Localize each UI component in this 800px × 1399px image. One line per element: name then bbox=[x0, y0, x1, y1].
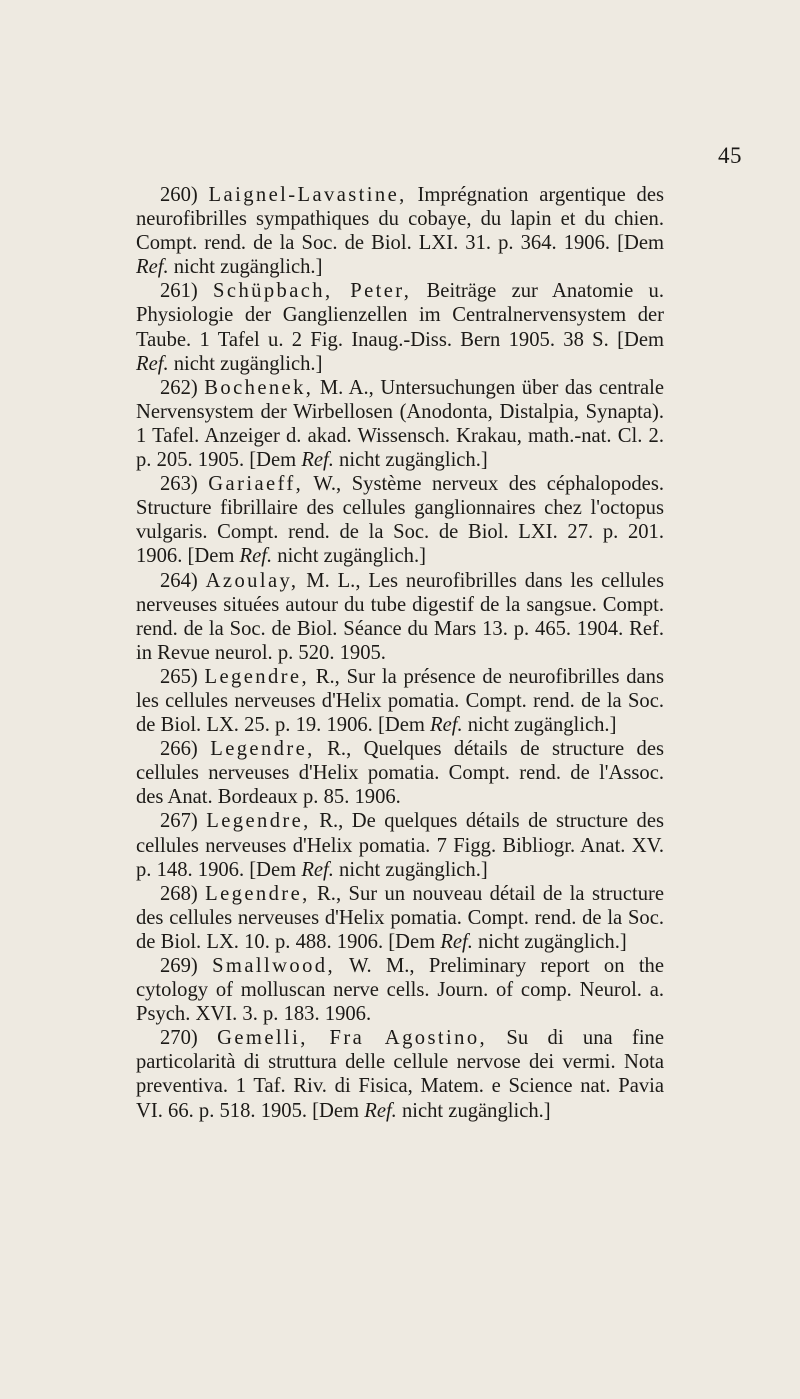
entry-text: R., Sur un nouveau détail de la structure des cellules nerveuses d'Helix pomatia. Compt. rend. de la Soc. de Biol. LX. 10. p. 488. 1906. [Dem bbox=[136, 882, 664, 953]
entry-ref: Ref. bbox=[136, 352, 169, 375]
entry-ref: Ref. bbox=[301, 449, 334, 472]
entry-number: 265) bbox=[160, 665, 198, 688]
entry-number: 262) bbox=[160, 376, 198, 399]
entry-author: Schüpbach, Peter, bbox=[213, 280, 412, 303]
entry-ref: Ref. bbox=[136, 256, 169, 279]
bibliography-entry-268 bbox=[136, 882, 664, 954]
entry-author: Legendre, bbox=[204, 665, 310, 688]
entry-tail: nicht zugänglich.] bbox=[333, 449, 488, 472]
entry-number: 269) bbox=[160, 955, 198, 977]
entry-author: Gariaeff, bbox=[208, 473, 304, 496]
entry-number: 268) bbox=[160, 882, 198, 905]
bibliography-entry-264 bbox=[136, 569, 664, 665]
entry-author: Legendre, bbox=[210, 738, 315, 761]
page-number: 45 bbox=[718, 143, 742, 168]
entry-author: Gemelli, Fra Agostino, bbox=[217, 1027, 488, 1050]
entry-tail: nicht zugänglich.] bbox=[272, 545, 426, 568]
entry-ref: Ref. bbox=[430, 714, 463, 737]
bibliography-list bbox=[136, 183, 664, 1123]
bibliography-entry-266 bbox=[136, 737, 664, 809]
entry-number: 263) bbox=[160, 473, 198, 496]
entry-author: Bochenek, bbox=[204, 376, 314, 399]
entry-text: W., Système nerveux des céphalopodes. Structure fibrillaire des cellules ganglionnaires chez l'octopus vulgaris. Compt. rend. de la Soc. de Biol. LXI. 27. p. 201. 1906. [Dem bbox=[136, 473, 664, 568]
entry-ref: Ref. bbox=[440, 930, 473, 953]
entry-text: R., Sur la présence de neurofibrilles dans les cellules nerveuses d'Helix pomatia. Compt. rend. de la Soc. de Biol. LX. 25. p. 19. 1906. [Dem bbox=[136, 665, 664, 737]
entry-tail: nicht zugänglich.] bbox=[333, 858, 488, 881]
entry-text: R., Quelques détails de structure des cellules nerveuses d'Helix pomatia. Compt. rend. de l'Assoc. des Anat. Bordeaux p. 85. 1906. bbox=[136, 738, 664, 809]
bibliography-entry-267 bbox=[136, 809, 664, 881]
entry-ref: Ref. bbox=[239, 545, 273, 568]
entry-text: Imprégnation argentique des neurofibrilles sympathiques du cobaye, du lapin et du chien. Compt. rend. de la Soc. de Biol. LXI. 31. p. 364. 1906. [Dem bbox=[136, 184, 664, 255]
entry-text: M. A., Untersuchungen über das centrale Nervensystem der Wirbellosen (Anodonta, Distalpia, Synapta). 1 Tafel. Anzeiger d. akad. Wissensch. Krakau, math.-nat. Cl. 2. p. 205. 1905. [Dem bbox=[136, 376, 664, 472]
entry-tail: nicht zugänglich.] bbox=[472, 930, 627, 953]
bibliography-entry-261 bbox=[136, 279, 664, 375]
entry-author: Smallwood, bbox=[212, 955, 336, 977]
bibliography-entry-270 bbox=[136, 1026, 664, 1122]
bibliography-entry-262 bbox=[136, 376, 664, 472]
entry-number: 261) bbox=[160, 280, 198, 303]
bibliography-entry-265 bbox=[136, 665, 664, 737]
entry-number: 270) bbox=[160, 1027, 198, 1050]
entry-tail: nicht zugänglich.] bbox=[168, 352, 323, 375]
entry-text: Beiträge zur Anatomie u. Physiologie der Ganglienzellen im Centralnervensystem der Taube. 1 Tafel u. 2 Fig. Inaug.-Diss. Bern 1905. 38 S. [Dem bbox=[136, 280, 664, 351]
entry-author: Legendre, bbox=[206, 810, 311, 833]
entry-number: 266) bbox=[160, 738, 198, 761]
entry-number: 264) bbox=[160, 569, 198, 592]
entry-ref: Ref. bbox=[364, 1099, 397, 1122]
entry-text: Su di una fine particolarità di struttura delle cellule nervose dei vermi. Nota preventiva. 1 Taf. Riv. di Fisica, Matem. e Science nat. Pavia VI. 66. p. 518. 1905. [Dem bbox=[136, 1027, 664, 1122]
entry-tail: nicht zugänglich.] bbox=[168, 256, 323, 279]
entry-number: 260) bbox=[160, 184, 198, 206]
entry-number: 267) bbox=[160, 810, 198, 833]
bibliography-entry-260 bbox=[136, 183, 664, 279]
entry-tail: nicht zugänglich.] bbox=[396, 1099, 551, 1122]
entry-ref: Ref. bbox=[301, 858, 334, 881]
entry-author: Legendre, bbox=[205, 882, 310, 905]
bibliography-entry-263 bbox=[136, 472, 664, 568]
entry-text: M. L., Les neurofibrilles dans les cellules nerveuses situées autour du tube digestif de la sangsue. Compt. rend. de la Soc. de Biol. Séance du Mars 13. p. 465. 1904. Ref. in Revue neurol. p. 520. 1905. bbox=[136, 569, 664, 664]
bibliography-entry-269 bbox=[136, 954, 664, 1026]
entry-tail: nicht zugänglich.] bbox=[462, 714, 617, 737]
entry-text: W. M., Preliminary report on the cytology of molluscan nerve cells. Journ. of comp. Neurol. a. Psych. XVI. 3. p. 183. 1906. bbox=[136, 955, 664, 1026]
entry-author: Azoulay, bbox=[205, 569, 299, 592]
entry-author: Laignel-Lavastine, bbox=[208, 184, 407, 206]
entry-text: R., De quelques détails de structure des cellules nerveuses d'Helix pomatia. 7 Figg. Bibliogr. Anat. XV. p. 148. 1906. [Dem bbox=[136, 810, 665, 881]
